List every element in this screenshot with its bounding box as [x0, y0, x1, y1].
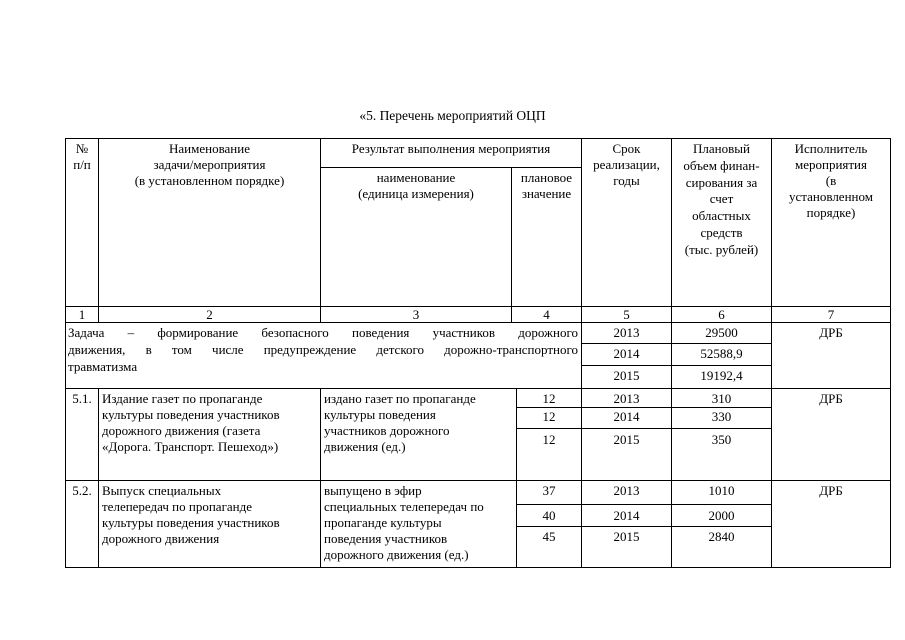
- row-year: 2015: [613, 529, 640, 544]
- col-number: 6: [718, 307, 725, 322]
- row-name: Издание газет по пропаганде культуры поведения участников дорожного движения (газета «Дорога. Транспорт. Пешеход»): [102, 391, 280, 454]
- row-line: [320, 167, 581, 168]
- header-result: Результат выполнения мероприятия: [351, 141, 551, 156]
- row-num: 5.2.: [72, 483, 92, 498]
- row-plan: 45: [542, 529, 556, 544]
- row-year: 2014: [613, 508, 640, 523]
- task-amount: 29500: [705, 325, 738, 340]
- row-year: 2013: [613, 483, 640, 498]
- header-result-name: наименование (единица измерения): [358, 170, 474, 201]
- col-number: 5: [623, 307, 630, 322]
- row-line: [65, 480, 891, 481]
- row-line: [516, 428, 771, 429]
- col-number: 1: [78, 307, 86, 322]
- row-year: 2013: [613, 391, 640, 406]
- row-result-name: выпущено в эфир специальных телепередач по пропаганде культуры поведения участников дорожного движения (ед.): [324, 483, 484, 562]
- row-plan: 12: [542, 432, 556, 447]
- row-line: [581, 365, 771, 366]
- row-plan: 37: [542, 483, 556, 498]
- task-text-line: движения, в том числе предупреждение детского дорожно-транспортного: [68, 342, 578, 357]
- row-line: [581, 343, 771, 344]
- row-amount: 2840: [708, 529, 735, 544]
- header-executor: Исполнитель мероприятия (в установленном порядке): [789, 141, 873, 220]
- header-term: Срок реализации, годы: [593, 141, 660, 188]
- col-line: [320, 138, 321, 323]
- header-result-plan: плановое значение: [520, 170, 573, 201]
- row-executor: ДРБ: [819, 483, 843, 498]
- task-year: 2015: [613, 368, 640, 383]
- header-finance: Плановый объем финан- сирования за счет областных средств (тыс. рублей): [683, 141, 760, 257]
- col-number: 4: [543, 307, 550, 322]
- row-plan: 12: [542, 409, 556, 424]
- row-line: [516, 407, 771, 408]
- row-amount: 2000: [708, 508, 735, 523]
- task-year: 2013: [613, 325, 640, 340]
- row-year: 2014: [613, 409, 640, 424]
- row-num: 5.1.: [72, 391, 92, 406]
- col-line: [98, 388, 99, 568]
- row-line: [516, 504, 771, 505]
- task-year: 2014: [613, 346, 640, 361]
- row-amount: 350: [711, 432, 732, 447]
- table-border-right: [890, 138, 891, 568]
- row-year: 2015: [613, 432, 640, 447]
- row-name: Выпуск специальных телепередач по пропаганде культуры поведения участников дорожного движения: [102, 483, 280, 546]
- col-number: 2: [206, 307, 213, 322]
- document-title: «5. Перечень мероприятий ОЦП: [359, 108, 546, 123]
- task-text-line: Задача – формирование безопасного поведения участников дорожного: [68, 325, 578, 340]
- task-executor: ДРБ: [819, 325, 843, 340]
- header-num: № п/п: [73, 141, 91, 172]
- table-border-top: [65, 138, 891, 139]
- col-number: 3: [412, 307, 420, 322]
- col-line: [320, 388, 321, 568]
- col-number: 7: [827, 307, 835, 322]
- row-amount: 310: [711, 391, 732, 406]
- row-line: [65, 388, 891, 389]
- row-plan: 12: [542, 391, 556, 406]
- header-name: Наименование задачи/мероприятия (в установленном порядке): [134, 141, 285, 188]
- task-text-line: травматизма: [68, 359, 138, 374]
- row-amount: 1010: [708, 483, 735, 498]
- row-result-name: издано газет по пропаганде культуры поведения участников дорожного движения (ед.): [324, 391, 476, 454]
- table-border-bottom: [65, 567, 891, 568]
- task-amount: 52588,9: [700, 346, 743, 361]
- row-plan: 40: [542, 508, 556, 523]
- row-amount: 330: [711, 409, 732, 424]
- row-line: [516, 526, 771, 527]
- task-amount: 19192,4: [700, 368, 743, 383]
- table-border-left: [65, 138, 66, 568]
- row-executor: ДРБ: [819, 391, 843, 406]
